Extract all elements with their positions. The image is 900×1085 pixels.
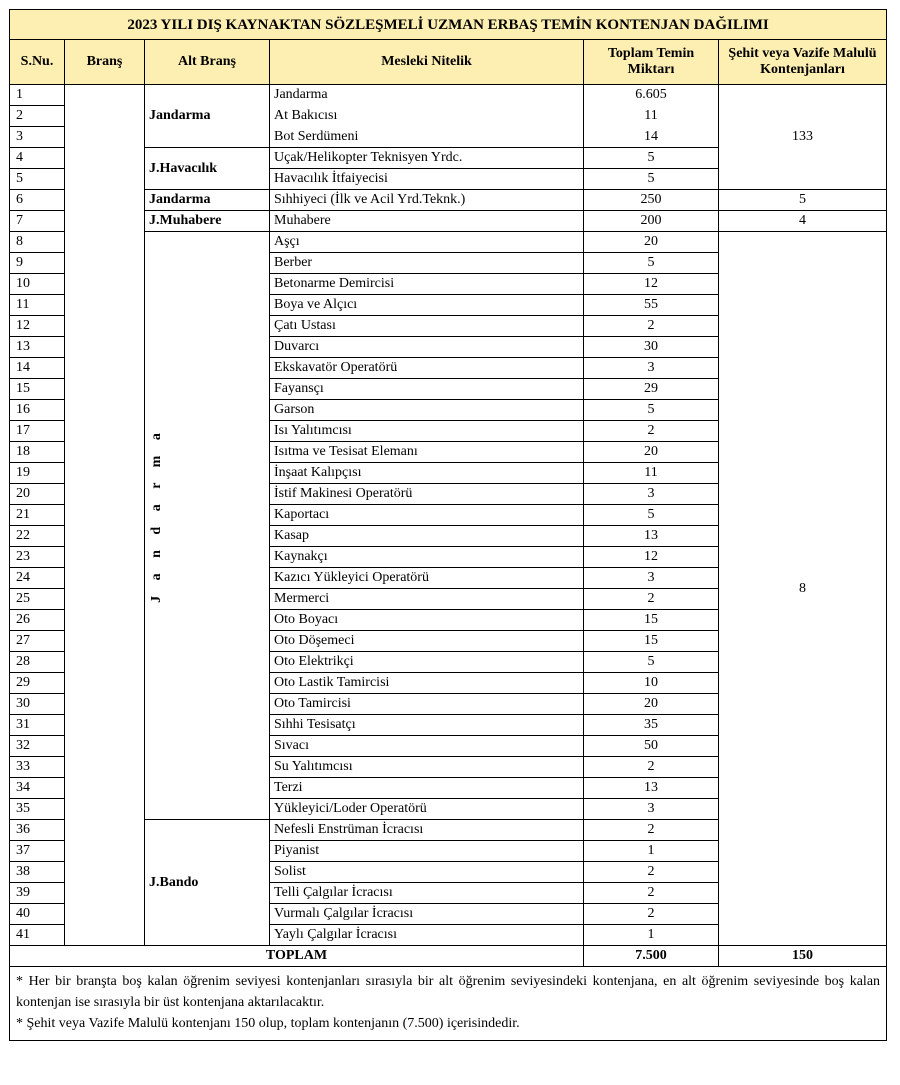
sehit-group-8-41: 8 bbox=[719, 232, 887, 946]
mesleki-nitelik: Oto Lastik Tamircisi bbox=[270, 673, 584, 694]
toplam-miktar: 35 bbox=[584, 715, 719, 736]
toplam-miktar: 3 bbox=[584, 484, 719, 505]
row-number: 4 bbox=[10, 148, 65, 169]
sehit-row-6: 5 bbox=[719, 190, 887, 211]
row-number: 20 bbox=[10, 484, 65, 505]
toplam-miktar: 5 bbox=[584, 169, 719, 190]
row-number: 26 bbox=[10, 610, 65, 631]
row-number: 38 bbox=[10, 862, 65, 883]
alt-brans-muhabere: J.Muhabere bbox=[145, 211, 270, 232]
brans-label: J a n d a r m a bbox=[148, 427, 164, 603]
toplam-miktar: 30 bbox=[584, 337, 719, 358]
header-brans: Branş bbox=[65, 40, 145, 85]
toplam-miktar: 3 bbox=[584, 568, 719, 589]
mesleki-nitelik: Bot Serdümeni bbox=[270, 127, 584, 148]
row-number: 34 bbox=[10, 778, 65, 799]
row-number: 19 bbox=[10, 463, 65, 484]
alt-brans-havacilik: J.Havacılık bbox=[145, 148, 270, 190]
toplam-miktar: 5 bbox=[584, 400, 719, 421]
mesleki-nitelik: Sıhhi Tesisatçı bbox=[270, 715, 584, 736]
row-number: 37 bbox=[10, 841, 65, 862]
row-number: 7 bbox=[10, 211, 65, 232]
notes-row bbox=[10, 967, 887, 1041]
toplam-miktar: 2 bbox=[584, 421, 719, 442]
header-alt-brans: Alt Branş bbox=[145, 40, 270, 85]
toplam-miktar: 3 bbox=[584, 799, 719, 820]
toplam-miktar: 2 bbox=[584, 820, 719, 841]
row-number: 21 bbox=[10, 505, 65, 526]
row-number: 31 bbox=[10, 715, 65, 736]
sehit-row-7: 4 bbox=[719, 211, 887, 232]
mesleki-nitelik: Ekskavatör Operatörü bbox=[270, 358, 584, 379]
row-number: 6 bbox=[10, 190, 65, 211]
row-number: 1 bbox=[10, 85, 65, 106]
toplam-miktar: 55 bbox=[584, 295, 719, 316]
mesleki-nitelik: Terzi bbox=[270, 778, 584, 799]
toplam-miktar: 200 bbox=[584, 211, 719, 232]
row-number: 22 bbox=[10, 526, 65, 547]
toplam-miktar: 5 bbox=[584, 652, 719, 673]
mesleki-nitelik: Vurmalı Çalgılar İcracısı bbox=[270, 904, 584, 925]
mesleki-nitelik: Uçak/Helikopter Teknisyen Yrdc. bbox=[270, 148, 584, 169]
mesleki-nitelik: Sıhhiyeci (İlk ve Acil Yrd.Teknk.) bbox=[270, 190, 584, 211]
toplam-miktar: 2 bbox=[584, 862, 719, 883]
mesleki-nitelik: İnşaat Kalıpçısı bbox=[270, 463, 584, 484]
header-row bbox=[10, 40, 887, 85]
notes-cell bbox=[10, 967, 887, 1041]
row-number: 35 bbox=[10, 799, 65, 820]
toplam-miktar: 2 bbox=[584, 904, 719, 925]
row-number: 23 bbox=[10, 547, 65, 568]
mesleki-nitelik: Kazıcı Yükleyici Operatörü bbox=[270, 568, 584, 589]
row-number: 13 bbox=[10, 337, 65, 358]
row-number: 41 bbox=[10, 925, 65, 946]
row-number: 39 bbox=[10, 883, 65, 904]
mesleki-nitelik: Çatı Ustası bbox=[270, 316, 584, 337]
note-1: * Her bir branşta boş kalan öğrenim seviyesi kontenjanları sırasıyla bir alt öğrenim seviyesindeki kontenjana, en alt öğrenim seviyesinde boş kalan kontenjan ise sırasıyla bir üst kontenjana aktarılacaktır. bbox=[16, 974, 881, 1010]
toplam-miktar: 50 bbox=[584, 736, 719, 757]
mesleki-nitelik: Nefesli Enstrüman İcracısı bbox=[270, 820, 584, 841]
alt-brans-jandarma-6: Jandarma bbox=[145, 190, 270, 211]
row-number: 12 bbox=[10, 316, 65, 337]
mesleki-nitelik: Fayansçı bbox=[270, 379, 584, 400]
row-number: 16 bbox=[10, 400, 65, 421]
toplam-miktar: 2 bbox=[584, 589, 719, 610]
brans-cell bbox=[65, 85, 164, 946]
header-sehit-kontenjan: Şehit veya Vazife Malulü Kontenjanları bbox=[719, 40, 887, 85]
toplam-miktar: 13 bbox=[584, 526, 719, 547]
mesleki-nitelik: Solist bbox=[270, 862, 584, 883]
table-row bbox=[10, 85, 887, 106]
toplam-miktar: 10 bbox=[584, 673, 719, 694]
mesleki-nitelik: Kasap bbox=[270, 526, 584, 547]
row-number: 30 bbox=[10, 694, 65, 715]
row-number: 27 bbox=[10, 631, 65, 652]
quota-table bbox=[9, 9, 887, 1041]
toplam-miktar: 20 bbox=[584, 694, 719, 715]
table-title: 2023 YILI DIŞ KAYNAKTAN SÖZLEŞMELİ UZMAN ERBAŞ TEMİN KONTENJAN DAĞILIMI bbox=[10, 10, 887, 40]
quota-document bbox=[9, 9, 886, 1041]
mesleki-nitelik: Telli Çalgılar İcracısı bbox=[270, 883, 584, 904]
total-sehit: 150 bbox=[719, 946, 887, 967]
total-row bbox=[10, 946, 887, 967]
row-number: 10 bbox=[10, 274, 65, 295]
toplam-miktar: 11 bbox=[584, 463, 719, 484]
row-number: 14 bbox=[10, 358, 65, 379]
toplam-miktar: 1 bbox=[584, 925, 719, 946]
toplam-miktar: 13 bbox=[584, 778, 719, 799]
header-mesleki-nitelik: Mesleki Nitelik bbox=[270, 40, 584, 85]
toplam-miktar: 14 bbox=[584, 127, 719, 148]
row-number: 36 bbox=[10, 820, 65, 841]
mesleki-nitelik: Yaylı Çalgılar İcracısı bbox=[270, 925, 584, 946]
toplam-miktar: 250 bbox=[584, 190, 719, 211]
mesleki-nitelik: Su Yalıtımcısı bbox=[270, 757, 584, 778]
toplam-miktar: 15 bbox=[584, 610, 719, 631]
mesleki-nitelik: Yükleyici/Loder Operatörü bbox=[270, 799, 584, 820]
toplam-miktar: 2 bbox=[584, 883, 719, 904]
mesleki-nitelik: Kaynakçı bbox=[270, 547, 584, 568]
toplam-miktar: 20 bbox=[584, 232, 719, 253]
mesleki-nitelik: Piyanist bbox=[270, 841, 584, 862]
header-toplam-temin: Toplam Temin Miktarı bbox=[584, 40, 719, 85]
mesleki-nitelik: Kaportacı bbox=[270, 505, 584, 526]
toplam-miktar: 12 bbox=[584, 274, 719, 295]
toplam-miktar: 2 bbox=[584, 757, 719, 778]
toplam-miktar: 5 bbox=[584, 505, 719, 526]
mesleki-nitelik: Isı Yalıtımcısı bbox=[270, 421, 584, 442]
row-number: 2 bbox=[10, 106, 65, 127]
row-number: 29 bbox=[10, 673, 65, 694]
mesleki-nitelik: Oto Döşemeci bbox=[270, 631, 584, 652]
toplam-miktar: 1 bbox=[584, 841, 719, 862]
mesleki-nitelik: Oto Boyacı bbox=[270, 610, 584, 631]
toplam-miktar: 5 bbox=[584, 253, 719, 274]
mesleki-nitelik: Betonarme Demircisi bbox=[270, 274, 584, 295]
header-snu: S.Nu. bbox=[10, 40, 65, 85]
mesleki-nitelik: Muhabere bbox=[270, 211, 584, 232]
mesleki-nitelik: Oto Tamircisi bbox=[270, 694, 584, 715]
row-number: 32 bbox=[10, 736, 65, 757]
toplam-miktar: 11 bbox=[584, 106, 719, 127]
total-label: TOPLAM bbox=[10, 946, 584, 967]
toplam-miktar: 5 bbox=[584, 148, 719, 169]
toplam-miktar: 20 bbox=[584, 442, 719, 463]
mesleki-nitelik: Isıtma ve Tesisat Elemanı bbox=[270, 442, 584, 463]
row-number: 18 bbox=[10, 442, 65, 463]
mesleki-nitelik: Boya ve Alçıcı bbox=[270, 295, 584, 316]
mesleki-nitelik: At Bakıcısı bbox=[270, 106, 584, 127]
mesleki-nitelik: Duvarcı bbox=[270, 337, 584, 358]
row-number: 17 bbox=[10, 421, 65, 442]
row-number: 8 bbox=[10, 232, 65, 253]
toplam-miktar: 6.605 bbox=[584, 85, 719, 106]
row-number: 40 bbox=[10, 904, 65, 925]
mesleki-nitelik: Mermerci bbox=[270, 589, 584, 610]
row-number: 3 bbox=[10, 127, 65, 148]
mesleki-nitelik: Havacılık İtfaiyecisi bbox=[270, 169, 584, 190]
total-miktar: 7.500 bbox=[584, 946, 719, 967]
toplam-miktar: 3 bbox=[584, 358, 719, 379]
note-2: * Şehit veya Vazife Malulü kontenjanı 150 olup, toplam kontenjanın (7.500) içerisindedir. bbox=[16, 1016, 520, 1031]
mesleki-nitelik: İstif Makinesi Operatörü bbox=[270, 484, 584, 505]
toplam-miktar: 2 bbox=[584, 316, 719, 337]
row-number: 33 bbox=[10, 757, 65, 778]
row-number: 15 bbox=[10, 379, 65, 400]
mesleki-nitelik: Berber bbox=[270, 253, 584, 274]
row-number: 25 bbox=[10, 589, 65, 610]
row-number: 11 bbox=[10, 295, 65, 316]
alt-brans-bando: J.Bando bbox=[145, 820, 270, 946]
mesleki-nitelik: Oto Elektrikçi bbox=[270, 652, 584, 673]
row-number: 9 bbox=[10, 253, 65, 274]
row-number: 5 bbox=[10, 169, 65, 190]
sehit-group-1-5: 133 bbox=[719, 85, 887, 190]
mesleki-nitelik: Sıvacı bbox=[270, 736, 584, 757]
toplam-miktar: 15 bbox=[584, 631, 719, 652]
row-number: 28 bbox=[10, 652, 65, 673]
mesleki-nitelik: Jandarma bbox=[270, 85, 584, 106]
toplam-miktar: 12 bbox=[584, 547, 719, 568]
toplam-miktar: 29 bbox=[584, 379, 719, 400]
alt-brans-jandarma: Jandarma bbox=[145, 85, 270, 148]
mesleki-nitelik: Garson bbox=[270, 400, 584, 421]
row-number: 24 bbox=[10, 568, 65, 589]
mesleki-nitelik: Aşçı bbox=[270, 232, 584, 253]
